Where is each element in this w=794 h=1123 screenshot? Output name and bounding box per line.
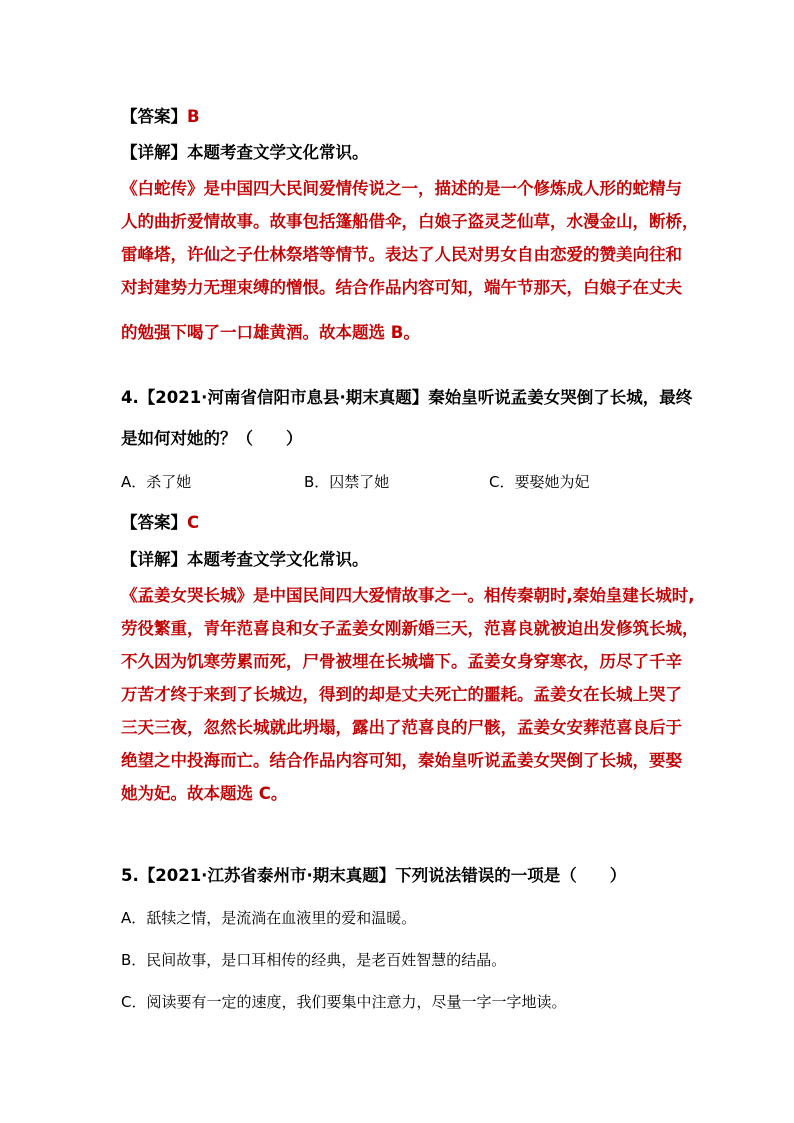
option-c: C．阅读要有一定的速度，我们要集中注意力，尽量一字一字地读。: [121, 993, 567, 1011]
q4-answer: [121, 513, 681, 533]
question-stem: 4.【2021·河南省信阳市息县·期末真题】秦始皇听说孟姜女哭倒了长城，最终: [121, 388, 693, 407]
explanation-line: 《孟姜女哭长城》是中国民间四大爱情故事之一。相传秦朝时,秦始皇建长城时,: [121, 586, 695, 605]
answer-label: 【答案】: [121, 513, 187, 532]
explanation-line: 人的曲折爱情故事。故事包括篷船借伞，白娘子盗灵芝仙草，水漫金山，断桥，: [121, 212, 699, 231]
q4-explanation: [121, 579, 699, 810]
question-stem: 是如何对她的？（ ）: [121, 429, 303, 448]
q4-detail: [121, 550, 681, 570]
explanation-line: 对封建势力无理束缚的憎恨。结合作品内容可知，端午节那天，白娘子在丈夫: [121, 278, 682, 297]
explanation-line: 万苦才终于来到了长城边，得到的却是丈夫死亡的噩耗。孟姜女在长城上哭了: [121, 685, 682, 704]
explanation-line: 三天三夜，忽然长城就此坍塌，露出了范喜良的尸骸，孟姜女安葬范喜良后于: [121, 718, 682, 737]
option-a: A．舐犊之情，是流淌在血液里的爱和温暖。: [121, 909, 417, 927]
answer-label: 【答案】: [121, 107, 187, 126]
detail-label: 【详解】: [121, 550, 187, 569]
question-stem: 5.【2021·江苏省泰州市·期末真题】下列说法错误的一项是（ ）: [121, 866, 627, 885]
detail-text: 本题考查文学文化常识。: [187, 143, 369, 162]
explanation-line: 《白蛇传》是中国四大民间爱情传说之一，描述的是一个修炼成人形的蛇精与: [121, 179, 682, 198]
q4-stem: [121, 388, 693, 449]
explanation-line: 她为妃。故本题选 C。: [121, 784, 288, 803]
option-b: B．民间故事，是口耳相传的经典，是老百姓智慧的结晶。: [121, 951, 507, 969]
explanation-line: 绝望之中投海而亡。结合作品内容可知，秦始皇听说孟姜女哭倒了长城，要娶: [121, 751, 682, 770]
q3-answer: [121, 107, 681, 127]
option-c: C．要娶她为妃: [489, 473, 590, 491]
q3-explanation: [121, 172, 699, 349]
answer-value: C: [187, 513, 200, 532]
q3-detail: [121, 143, 681, 163]
option-b: B．囚禁了她: [304, 473, 390, 491]
option-a: A．杀了她: [121, 473, 192, 491]
explanation-line: 雷峰塔，许仙之子仕林祭塔等情节。表达了人民对男女自由恋爱的赞美向往和: [121, 245, 682, 264]
detail-label: 【详解】: [121, 143, 187, 162]
detail-text: 本题考查文学文化常识。: [187, 550, 369, 569]
explanation-line: 劳役繁重，青年范喜良和女子孟姜女刚新婚三天，范喜良就被迫出发修筑长城，: [121, 619, 699, 638]
explanation-line: 不久因为饥寒劳累而死，尸骨被埋在长城墙下。孟姜女身穿寒衣，历尽了千辛: [121, 652, 682, 671]
answer-value: B: [187, 107, 200, 126]
q5-stem: [121, 866, 681, 886]
explanation-line: 的勉强下喝了一口雄黄酒。故本题选 B。: [121, 323, 420, 342]
